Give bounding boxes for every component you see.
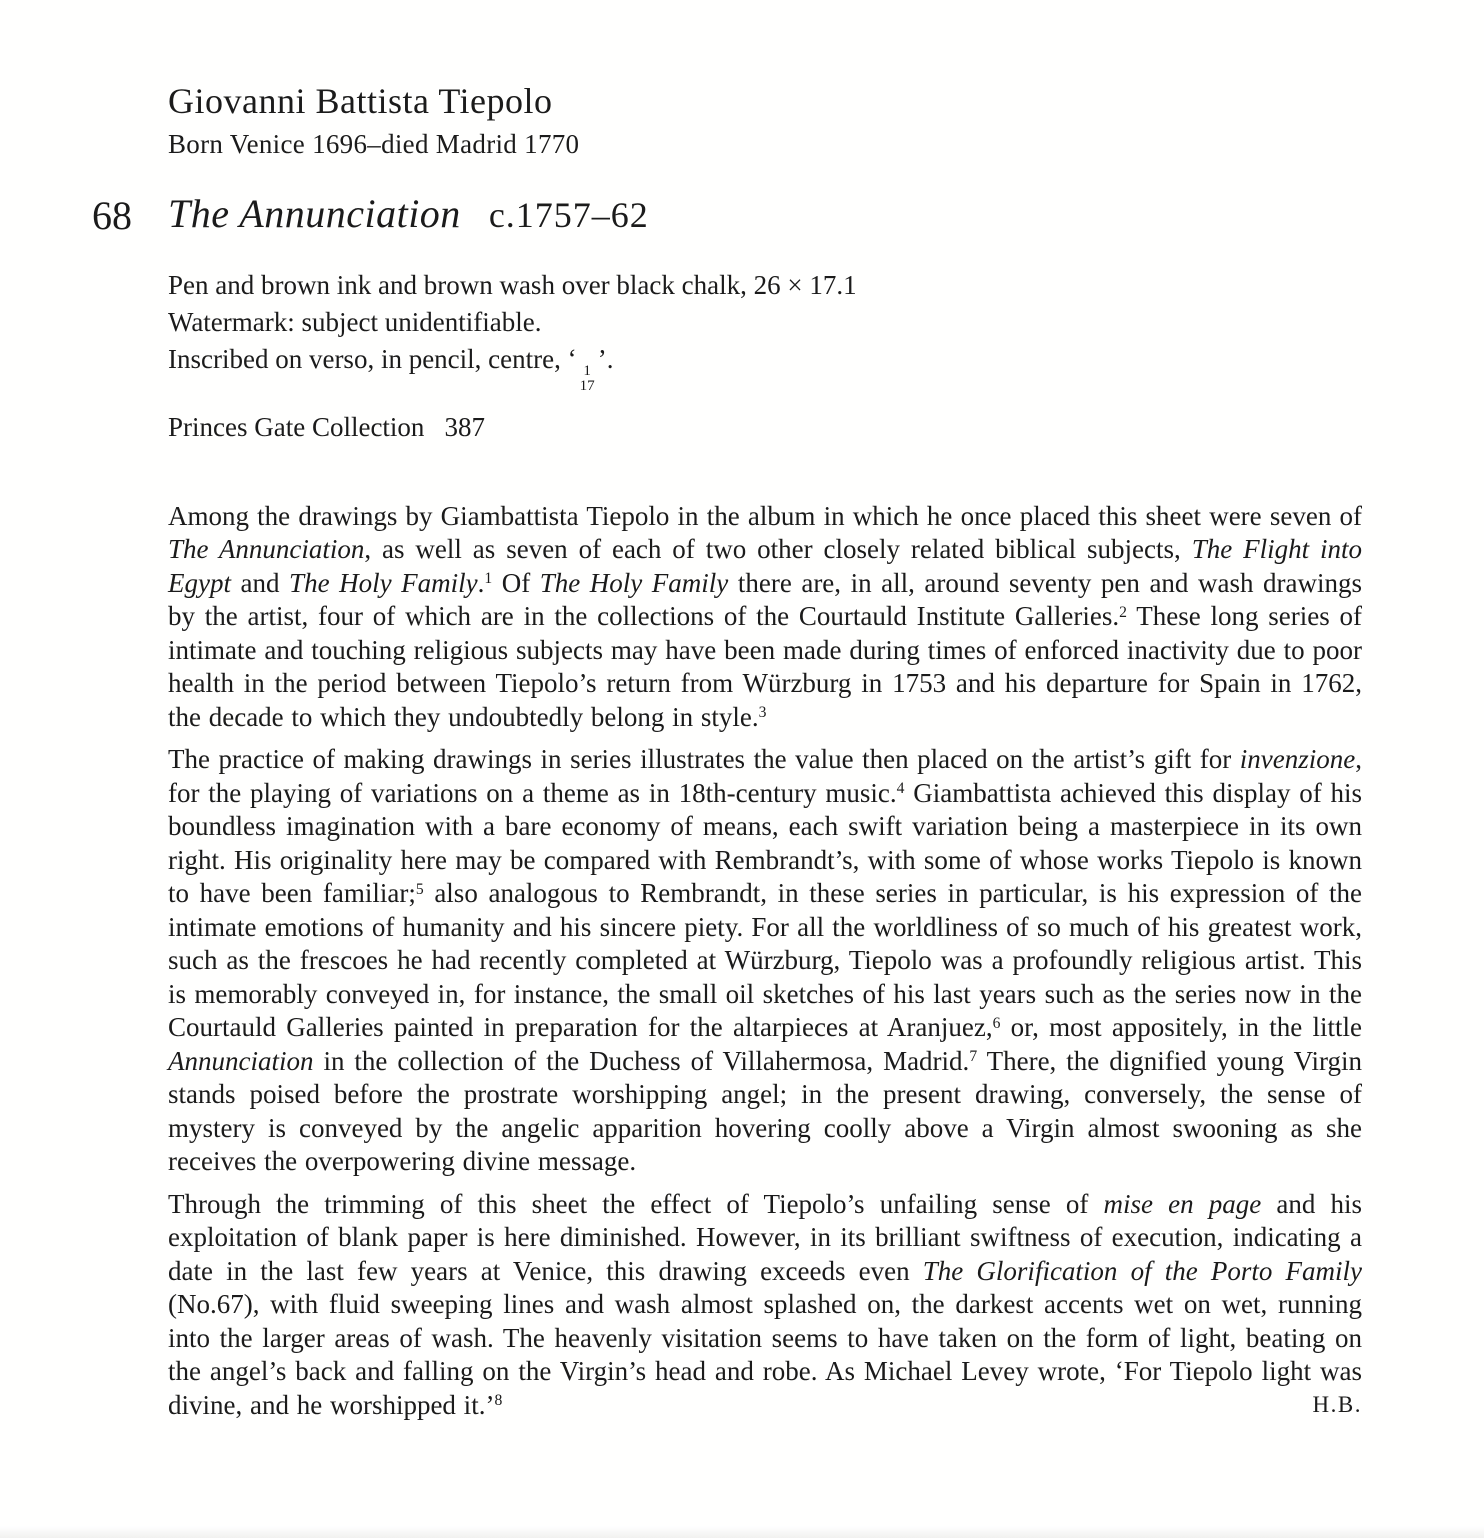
collection-name: Princes Gate Collection <box>168 411 425 442</box>
entry-date: c.1757–62 <box>488 195 649 235</box>
entry-number: 68 <box>92 193 132 238</box>
body-paragraphs <box>168 500 1362 1423</box>
scan-edge-shadow <box>0 1526 1484 1538</box>
inscription-fraction <box>577 364 598 395</box>
paragraph-3: Through the trimming of this sheet the effect of Tiepolo’s unfailing sense of mise en page and his exploitation of blank paper is here diminished. However, in its brilliant swiftness of execution, indicating a date in the last few years at Venice, this drawing exceeds even The Glorification of the Porto Family (No.67), with fluid sweeping lines and wash almost splashed on, the darkest accents wet on wet, running into the larger areas of wash. The heavenly visitation seems to have taken on the form of light, beating on the angel’s back and falling on the Virgin’s head and robe. As Michael Levey wrote, ‘For Tiepolo light was divine, and he worshipped it.’$^8$ H.B. <box>168 1188 1362 1420</box>
entry-header <box>92 80 1362 238</box>
collection-number: 387 <box>444 411 485 442</box>
fraction-numerator: 1 <box>583 362 591 379</box>
inscription-suffix: ’. <box>597 344 614 374</box>
tombstone <box>168 267 1362 446</box>
watermark-line: Watermark: subject unidentifiable. <box>168 307 542 337</box>
collection-line <box>168 409 1362 446</box>
medium-line: Pen and brown ink and brown wash over black chalk, 26 × 17.1 <box>168 270 857 300</box>
inscription-line <box>168 341 1362 395</box>
paragraph-1: Among the drawings by Giambattista Tiepolo in the album in which he once placed this sheet were seven of The Annunciation, as well as seven of each of two other closely related biblical subjects, The Flight into Egypt and The Holy Family.$^1$ Of The Holy Family there are, in all, around seventy pen and wash drawings by the artist, four of which are in the collections of the Courtauld Institute Galleries.$^2$ These long series of intimate and touching religious subjects may have been made during times of enforced inactivity due to poor health in the period between Tiepolo’s return from Würzburg in 1753 and his departure for Spain in 1762, the decade to which they undoubtedly belong in style.$^3$ <box>168 500 1363 732</box>
fraction-denominator: 17 <box>579 378 595 395</box>
entry-title-row <box>92 190 1362 238</box>
paragraph-2: The practice of making drawings in series illustrates the value then placed on the artist’s gift for invenzione, for the playing of variations on a theme as in 18th-century music.$^4$ Giambattista achieved this display of his boundless imagination with a bare economy of means, each swift variation being a masterpiece in its own right. His originality here may be compared with Rembrandt’s, with some of whose works Tiepolo is known to have been familiar;$^5$ also analogous to Rembrandt, in these series in particular, is his expression of the intimate emotions of humanity and his sincere piety. For all the worldliness of so much of his greatest work, such as the frescoes he had recently completed at Würzburg, Tiepolo was a profoundly religious artist. This is memorably conveyed in, for instance, the small oil sketches of his last years such as the series now in the Courtauld Galleries painted in preparation for the altarpieces at Aranjuez,$^6$ or, most appositely, in the little Annunciation in the collection of the Duchess of Villahermosa, Madrid.$^7$ There, the dignified young Virgin stands poised before the prostrate worshipping angel; in the present drawing, conversely, the sense of mystery is conveyed by the angelic apparition hovering coolly above a Virgin almost swooning as she receives the overpowering divine message. <box>168 744 1362 1177</box>
artist-name: Giovanni Battista Tiepolo <box>168 81 553 121</box>
author-initials: H.B. <box>1312 1391 1362 1417</box>
entry-title-text: The Annunciation <box>168 191 461 236</box>
artist-dates: Born Venice 1696–died Madrid 1770 <box>168 129 580 159</box>
inscription-prefix: Inscribed on verso, in pencil, centre, ‘ <box>168 344 577 374</box>
entry-title <box>168 191 649 236</box>
